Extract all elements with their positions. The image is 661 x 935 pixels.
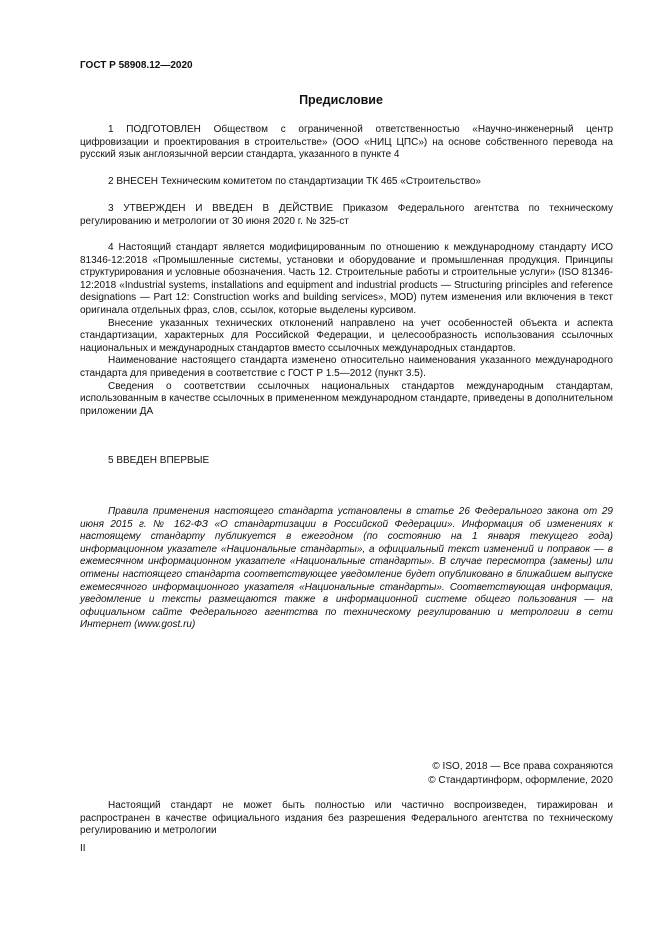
item-4	[80, 242, 613, 418]
reproduction-notice-text: Настоящий стандарт не может быть полностью или частично воспроизведен, тиражирован и распространен в качестве официального издания без разрешения Федерального агентства по техническому регулированию и метрологии	[80, 800, 613, 837]
standard-number: ГОСТ Р 58908.12—2020	[80, 60, 193, 71]
item-5	[80, 455, 613, 468]
page-number: II	[80, 843, 86, 854]
copyright-iso: © ISO, 2018 — Все права сохраняются	[432, 761, 613, 772]
item-4-deviations: Внесение указанных технических отклонений направлено на учет особенностей объекта и аспекта стандартизации, характерных для Российской Федерации, и целесообразность использования ссылочных национальных и международных стандартов вместо ссылочных международных стандартов.	[80, 317, 613, 354]
copyright-block	[428, 760, 613, 788]
reproduction-notice	[80, 800, 613, 838]
item-5-text: 5 ВВЕДЕН ВПЕРВЫЕ	[108, 455, 210, 466]
item-1-text: 1 ПОДГОТОВЛЕН Обществом с ограниченной ответственностью «Научно-инженерный центр цифровизации и проектирования в строительстве» (ООО «НИЦ ЦПС») на основе собственного перевода на русский язык англоязычной версии стандарта, указанного в пункте 4	[80, 124, 613, 161]
item-2-text: 2 ВНЕСЕН Техническим комитетом по стандартизации ТК 465 «Строительство»	[108, 176, 481, 187]
item-4-title-change: Наименование настоящего стандарта изменено относительно наименования указанного международного стандарта для приведения в соответствие с ГОСТ Р 1.5—2012 (пункт 3.5).	[80, 355, 613, 379]
item-1	[80, 124, 613, 162]
item-3-text: 3 УТВЕРЖДЕН И ВВЕДЕН В ДЕЙСТВИЕ Приказом Федерального агентства по техническому регулированию и метрологии от 30 июня 2020 г. № 325-ст	[80, 203, 613, 227]
copyright-standartinform: © Стандартинформ, оформление, 2020	[428, 775, 613, 786]
item-4-main: 4 Настоящий стандарт является модифицированным по отношению к международному стандарту ИСО 81346-12:2018 «Промышленные системы, установки и оборудование и промышленная продукция. Принципы структурирования и условные обозначения. Часть 12. Строительные работы и строительные услуги» (ISO 81346-12:2018 «Industrial systems, installations and equipment and industrial products — Structuring principles and reference designations — Part 12: Construction works and building services», MOD) путем изменения или включения в текст оригинала отдельных фраз, слов, ссылок, которые выделены курсивом.	[80, 242, 613, 316]
item-4-references: Сведения о соответствии ссылочных национальных стандартов международным стандартам, использованным в качестве ссылочных в примененном международном стандарте, приведены в дополнительном приложении ДА	[80, 380, 613, 417]
item-2	[80, 176, 613, 189]
rules-notice-text: Правила применения настоящего стандарта установлены в статье 26 Федерального закона от 29 июня 2015 г. № 162-ФЗ «О стандартизации в Российской Федерации». Информация об изменениях к настоящему стандарту публикуется в ежегодном (по состоянию на 1 января текущего года) информационном указателе «Национальные стандарты», а официальный текст изменений и поправок — в ежемесячном информационном указателе «Национальные стандарты». В случае пересмотра (замены) или отмены настоящего стандарта соответствующее уведомление будет опубликовано в ближайшем выпуске ежемесячного информационного указателя «Национальные стандарты». Соответствующая информация, уведомление и тексты размещаются также в информационной системе общего пользования — на официальном сайте Федерального агентства по техническому регулированию и метрологии в сети Интернет (www.gost.ru)	[80, 506, 613, 631]
item-3	[80, 203, 613, 228]
page-title: Предисловие	[299, 93, 383, 107]
rules-notice	[80, 506, 613, 632]
